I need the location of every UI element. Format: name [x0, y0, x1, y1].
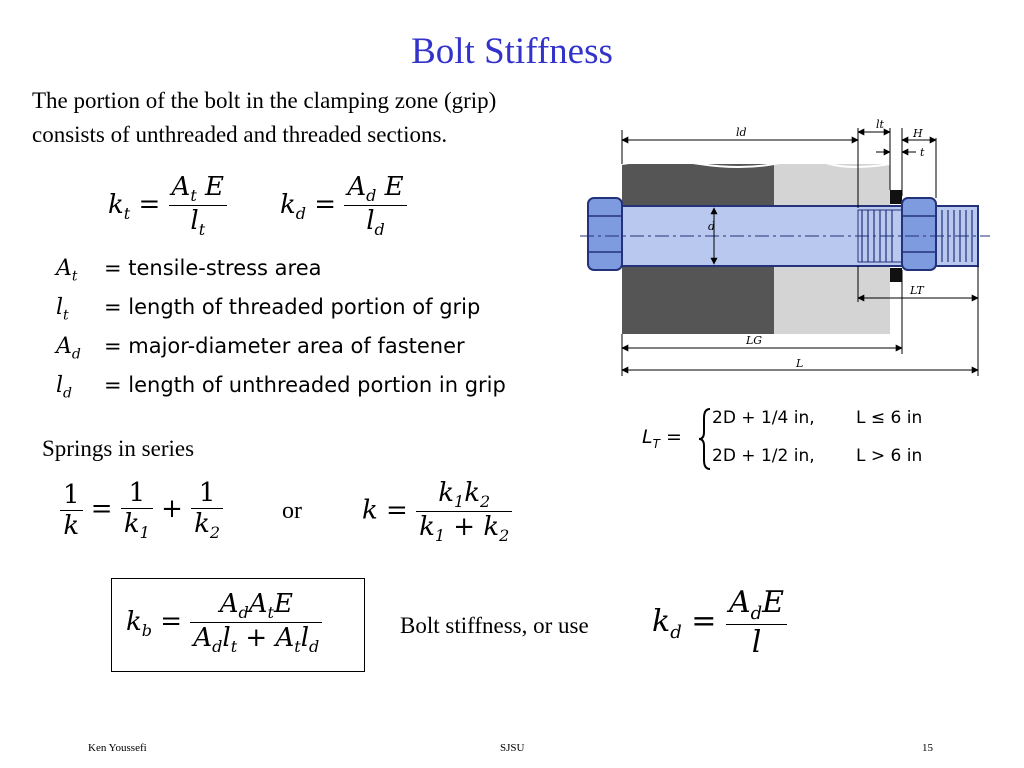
dim-lg-label: LG	[746, 334, 763, 347]
bolt-joint-diagram	[580, 118, 990, 380]
definition-at: $A_t$ = tensile-stress area	[56, 256, 322, 285]
washer-bottom	[890, 268, 902, 282]
lt-case2-expr: 2D + 1/2 in,	[712, 446, 815, 466]
lt-case1-cond: L ≤ 6 in	[856, 408, 923, 428]
kd-formula: $k_d$ = $\frac{A_d E}{l_d}$	[280, 172, 407, 239]
lt-case2-cond: L > 6 in	[856, 446, 923, 466]
slide-title: Bolt Stiffness	[411, 31, 613, 72]
lt-piecewise-formula	[640, 404, 940, 474]
dim-l-label: L	[796, 357, 804, 370]
definition-ld: $l_d$ = length of unthreaded portion in grip	[56, 373, 506, 402]
bolt-stiffness-box	[111, 578, 365, 672]
kt-formula: $k_t$ = $\frac{A_t E}{l_t}$	[108, 172, 227, 239]
dim-lt-label: lt	[876, 118, 884, 131]
intro-line-2: consists of unthreaded and threaded sections.	[32, 122, 448, 147]
definition-ad: $A_d$ = major-diameter area of fastener	[56, 334, 465, 363]
dim-h-label: H	[913, 127, 923, 140]
footer-page-number: 15	[922, 742, 933, 754]
lt-symbol: $L_T$ =	[642, 426, 682, 451]
nut	[902, 198, 936, 270]
or-label: or	[282, 498, 302, 524]
kb-formula: $k_b$ = $\frac{A_dA_tE}{A_dl_t + A_tl_d}$	[126, 589, 322, 656]
kd-alt-formula: $k_d$ = $\frac{A_dE}{l}$	[652, 585, 787, 660]
springs-label: Springs in series	[42, 436, 195, 461]
dim-t-label: t	[920, 146, 925, 159]
lt-case1-expr: 2D + 1/4 in,	[712, 408, 815, 428]
bolt-head	[588, 198, 622, 270]
dim-ld-label: ld	[736, 126, 747, 139]
washer-top	[890, 190, 902, 204]
dim-lt-thread-label: LT	[910, 284, 924, 297]
footer-author: Ken Youssefi	[88, 742, 147, 754]
bolt-stiffness-label: Bolt stiffness, or use	[400, 613, 589, 638]
combined-k-formula: k = $\frac{k_1k_2}{k_1 + k_2}$	[362, 478, 512, 545]
footer-org: SJSU	[500, 742, 525, 754]
intro-line-1: The portion of the bolt in the clamping zone (grip)	[32, 88, 497, 113]
definition-lt: $l_t$ = length of threaded portion of grip	[56, 295, 481, 324]
series-formula: $\frac{1}{k}$ = $\frac{1}{k_1}$ + $\frac{1}{k_2}$	[60, 478, 223, 542]
dim-d-label: d	[708, 220, 716, 233]
